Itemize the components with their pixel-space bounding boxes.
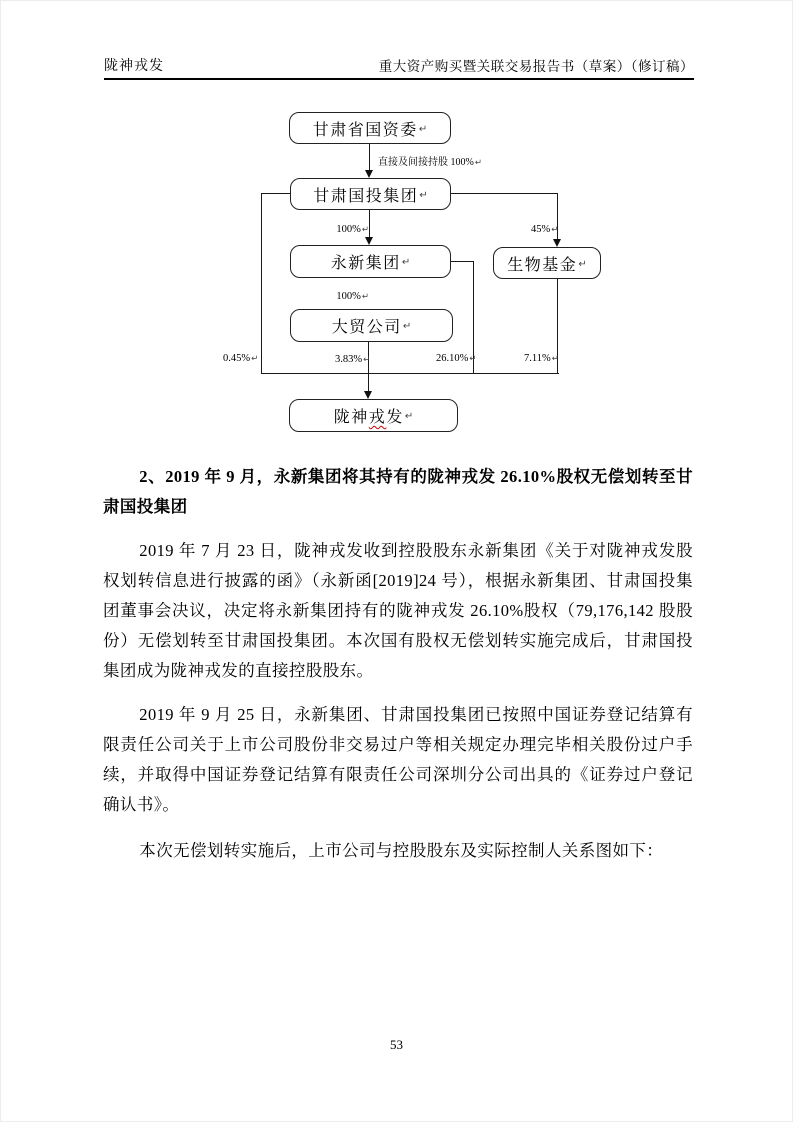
edge-label-45pct: 45%↵ [531,224,559,235]
edge-label-3-83pct: 3.83%↵ [335,354,371,365]
paragraph-return-mark: ↵ [402,321,412,332]
chart-box-longshen-rongfa [289,399,458,432]
page-number: 53 [390,1037,403,1052]
paragraph-return-mark: ↵ [401,257,411,268]
edge-label-direct-holding: 直接及间接持股 100%↵ [378,157,482,168]
chart-box-damao-company [290,309,453,342]
edge-label-7-11pct: 7.11%↵ [524,353,559,364]
connector-guotou-left-vertical [261,193,262,374]
body-text [103,462,693,866]
paragraph-return-mark: ↵ [419,189,428,201]
edge-label-26-10pct: 26.10%↵ [436,353,477,364]
chart-box-label: 大贸公司 [331,319,402,336]
chart-box-label: 生物基金 [507,256,578,274]
paragraph: 2019 年 9 月 25 日，永新集团、甘肃国投集团已按照中国证券登记结算有限责任公司关于上市公司股份非交易过户等相关规定办理完毕相关股份过户手续，并取得中国证券登记结算有限责任公司深圳分公司出具的《证券过户登记确认书》。 [103,705,693,814]
connector-to-longshen [368,373,369,392]
chart-box-bio-fund [493,247,601,279]
chart-box-gansu-sasac [289,112,451,144]
connector-yongxin-branch-horizontal [451,261,474,262]
paragraph: 2019 年 7 月 23 日，陇神戎发收到控股股东永新集团《关于对陇神戎发股权划转信息进行披露的函》（永新函[2019]24 号），根据永新集团、甘肃国投集团董事会决议，决定将永新集团持有的陇神戎发 26.10%股权（79,176,142 股股份）无偿划转至甘肃国投集团。本次国有股权无偿划转实施完成后，甘肃国投集团成为陇神戎发的直接控股股东。 [103,541,693,680]
connector-guotou-left-horizontal [261,193,290,194]
equity-structure-chart [1,1,793,451]
connector-sasac-to-guotou [369,144,370,171]
chart-box-label: 发 [386,409,404,426]
chart-box-label: 永新集团 [330,255,401,272]
section-heading: 2、2019 年 9 月，永新集团将其持有的陇神戎发 26.10%股权无偿划转至甘肃国投集团 [103,467,693,516]
arrowhead-down-icon [553,239,561,247]
chart-box-gansu-guotou-group [290,178,451,210]
chart-box-yongxin-group [290,245,451,278]
paragraph: 本次无偿划转实施后，上市公司与控股股东及实际控制人关系图如下： [139,841,664,860]
arrowhead-down-icon [365,237,373,245]
chart-box-label: 甘肃国投集团 [313,187,419,205]
paragraph-return-mark: ↵ [578,258,587,270]
edge-label-0-45pct: 0.45%↵ [223,353,259,364]
connector-bottom-bus [261,373,559,374]
connector-guotou-to-yongxin [369,210,370,238]
edge-label-100pct-damao: 100%↵ [336,291,369,302]
header-company-name: 陇神戎发 [104,59,164,74]
connector-guotou-to-biofund-horizontal [451,193,558,194]
spellcheck-underlined-text: 戎 [368,409,387,426]
chart-box-label: 甘肃省国资委 [312,121,418,139]
edge-label-100pct: 100%↵ [336,224,369,235]
paragraph-return-mark: ↵ [418,123,428,135]
chart-box-label: 陇神 [333,409,369,426]
arrowhead-down-icon [364,391,372,399]
header-report-title: 重大资产购买暨关联交易报告书（草案）（修订稿） [378,59,694,74]
arrowhead-down-icon [365,170,373,178]
paragraph-return-mark: ↵ [404,411,414,422]
